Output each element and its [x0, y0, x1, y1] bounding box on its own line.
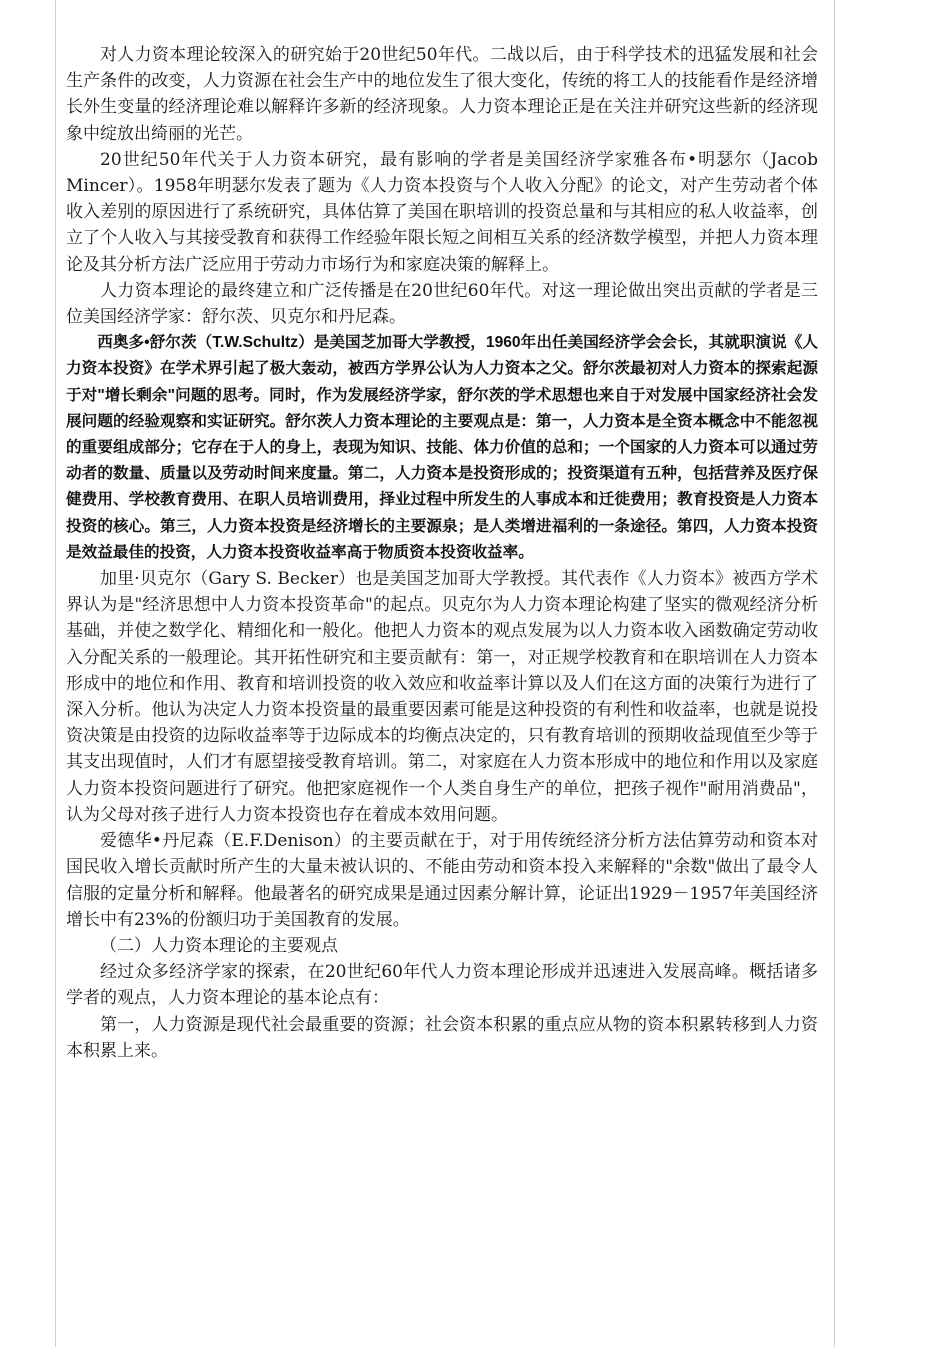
- page-frame: [55, 0, 835, 1347]
- paragraph-1: 对人力资本理论较深入的研究始于20世纪50年代。二战以后，由于科学技术的迅猛发展和社会生产条件的改变，人力资源在社会生产中的地位发生了很大变化，传统的将工人的技能看作是经济增长外生变量的经济理论难以解释许多新的经济现象。人力资本理论正是在关注并研究这些新的经济现象中绽放出绮丽的光芒。: [66, 45, 818, 144]
- paragraph-2: 20世纪50年代关于人力资本研究，最有影响的学者是美国经济学家雅各布•明瑟尔（Jacob Mincer）。1958年明瑟尔发表了题为《人力资本投资与个人收入分配》的论文，对产生劳动者个体收入差别的原因进行了系统研究，具体估算了美国在职培训的投资总量和与其相应的私人收益率，创立了个人收入与其接受教育和获得工作经验年限长短之间相互关系的经济数学模型，并把人力资本理论及其分析方法广泛应用于劳动力市场行为和家庭决策的解释上。: [66, 149, 818, 275]
- paragraph-3: 人力资本理论的最终建立和广泛传播是在20世纪60年代。对这一理论做出突出贡献的学者是三位美国经济学家：舒尔茨、贝克尔和丹尼森。: [66, 280, 818, 328]
- schultz-name: 西奥多•舒尔茨（T.W.Schultz）: [97, 334, 314, 352]
- section-heading: （二）人力资本理论的主要观点: [100, 935, 338, 956]
- paragraph-8: 经过众多经济学家的探索，在20世纪60年代人力资本理论形成并迅速进入发展高峰。概括诸多学者的观点，人力资本理论的基本论点有：: [66, 962, 818, 1009]
- document-body: [66, 42, 818, 1064]
- schultz-text: 是美国芝加哥大学教授，1960年出任美国经济学会会长，其就职演说《人力资本投资》在学术界引起了极大轰动，被西方学界公认为人力资本之父。舒尔茨最初对人力资本的探索起源于对"增长剩余"问题的思考。同时，作为发展经济学家，舒尔茨的学术思想也来自于对发展中国家经济社会发展问题的经验观察和实证研究。舒尔茨人力资本理论的主要观点是：第一，人力资本是全资本概念中不能忽视的重要组成部分；它存在于人的身上，表现为知识、技能、体力价值的总和；一个国家的人力资本可以通过劳动者的数量、质量以及劳动时间来度量。第二，人力资本是投资形成的；投资渠道有五种，包括营养及医疗保健费用、学校教育费用、在职人员培训费用，择业过程中所发生的人事成本和迁徙费用；教育投资是人力资本投资的核心。第三，人力资本投资是经济增长的主要源泉；是人类增进福利的一条途径。第四，人力资本投资是效益最佳的投资，人力资本投资收益率高于物质资本投资收益率。: [66, 334, 818, 561]
- paragraph-4-schultz: [66, 330, 818, 566]
- paragraph-6: 爱德华•丹尼森（E.F.Denison）的主要贡献在于，对于用传统经济分析方法估算劳动和资本对国民收入增长贡献时所产生的大量未被认识的、不能由劳动和资本投入来解释的"余数"做出了最令人信服的定量分析和解释。他最著名的研究成果是通过因素分解计算，论证出1929－1957年美国经济增长中有23%的份额归功于美国教育的发展。: [66, 831, 818, 930]
- paragraph-5: 加里·贝克尔（Gary S. Becker）也是美国芝加哥大学教授。其代表作《人力资本》被西方学术界认为是"经济思想中人力资本投资革命"的起点。贝克尔为人力资本理论构建了坚实的微观经济分析基础，并使之数学化、精细化和一般化。他把人力资本的观点发展为以人力资本收入函数确定劳动收入分配关系的一般理论。其开拓性研究和主要贡献有：第一，对正规学校教育和在职培训在人力资本形成中的地位和作用、教育和培训投资的收入效应和收益率计算以及人们在这方面的决策行为进行了深入分析。他认为决定人力资本投资量的最重要因素可能是这种投资的有利性和收益率，也就是说投资决策是由投资的边际收益率等于边际成本的均衡点决定的，只有教育培训的预期收益现值至少等于其支出现值时，人们才有愿望接受教育培训。第二，对家庭在人力资本形成中的地位和作用以及家庭人力资本投资问题进行了研究。他把家庭视作一个人类自身生产的单位，把孩子视作"耐用消费品"，认为父母对孩子进行人力资本投资也存在着成本效用问题。: [66, 569, 818, 825]
- paragraph-9: 第一，人力资源是现代社会最重要的资源；社会资本积累的重点应从物的资本积累转移到人力资本积累上来。: [66, 1014, 818, 1061]
